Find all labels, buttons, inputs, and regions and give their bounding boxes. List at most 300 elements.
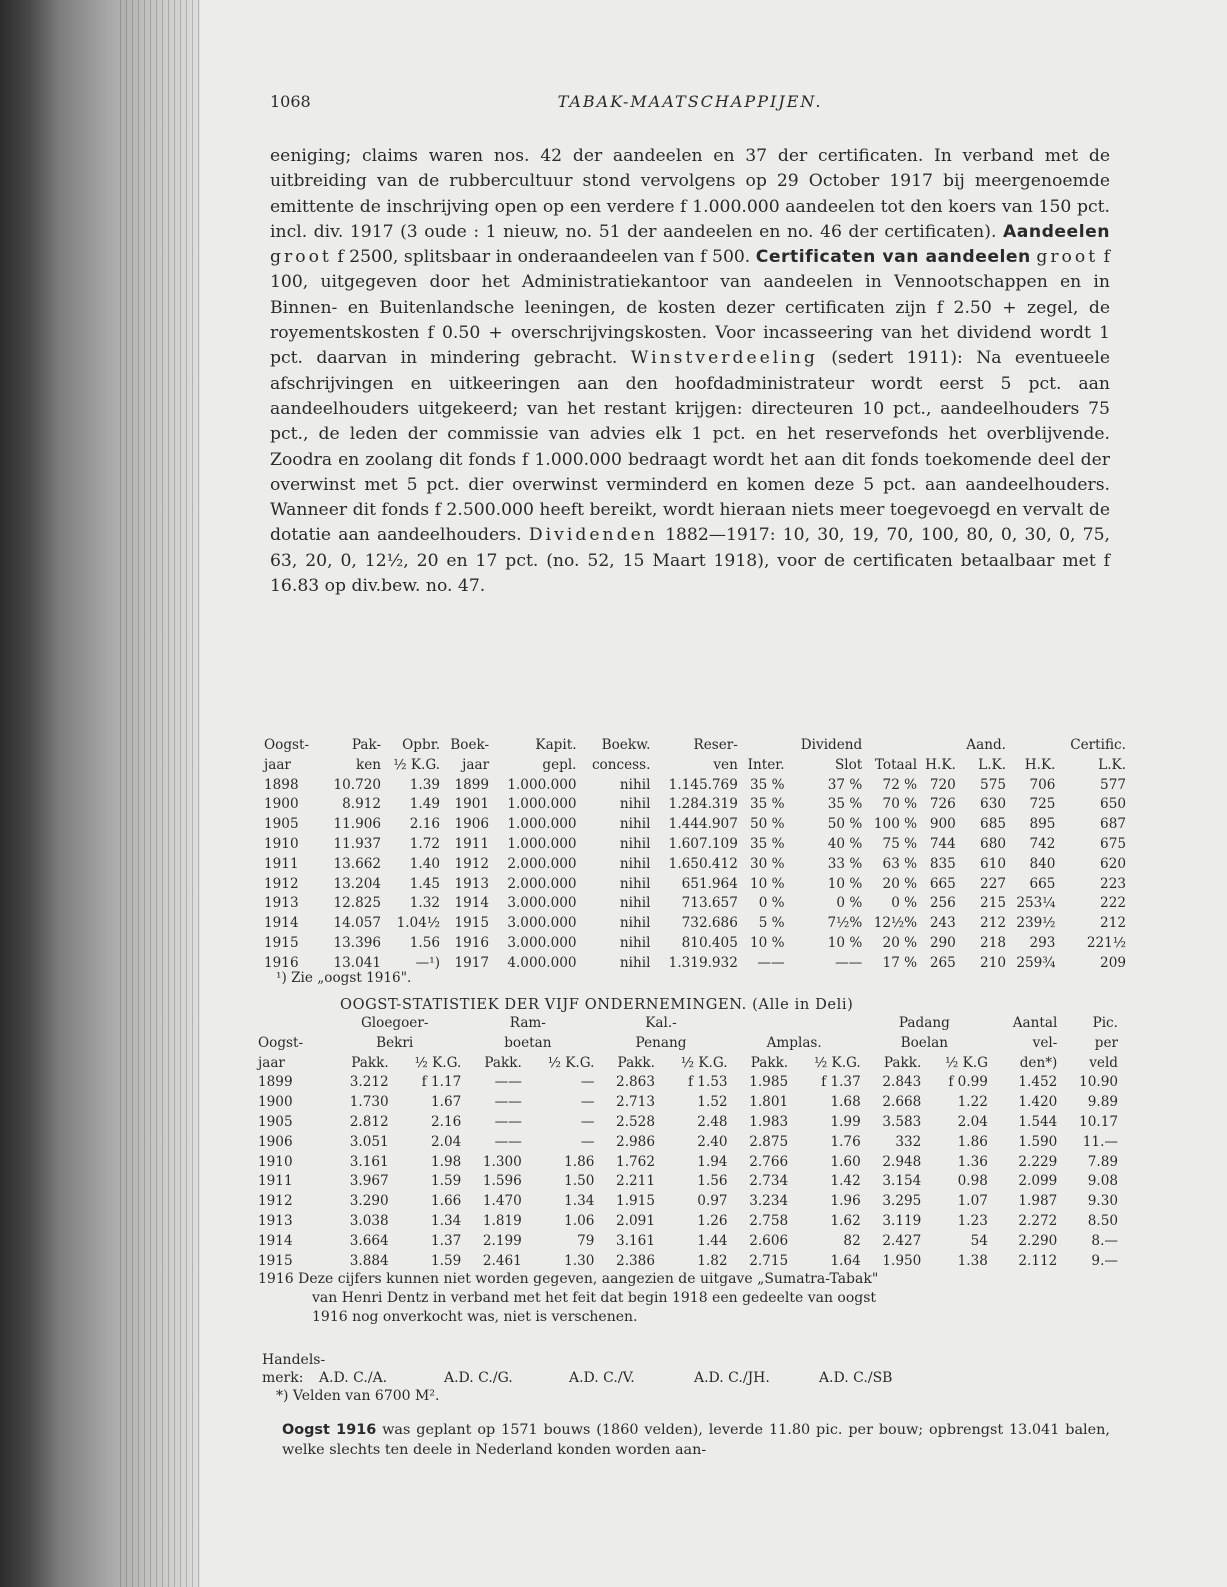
table-cell: 9.— [1091, 1252, 1118, 1269]
table-cell: 11.906 [333, 816, 382, 833]
table-row [258, 1153, 1118, 1173]
page-title: TABAK-MAATSCHAPPIJEN. [557, 92, 823, 111]
table-cell: ½ K.G [945, 1054, 988, 1071]
table-footnote: ¹) Zie „oogst 1916". [276, 970, 412, 986]
table-cell: 680 [980, 835, 1006, 852]
table-cell: 1.23 [957, 1212, 988, 1229]
table-row [258, 1133, 1118, 1153]
table-cell: 2.528 [616, 1113, 655, 1130]
table-cell: 1.819 [482, 1212, 522, 1229]
text-segment: (sedert 1911): Na eventueele afschrijvingen en uitkeeringen aan den hoofdadministrateur wordt eerst 5 pct. aan aandeelhouders uitgekeerd; van het restant krijgen: directeuren 10 pct., aandeelhouders 75 pct., de leden der commissie van advies elk 1 pct. en het reservefonds het overblijvende. Zoodra en zoolang dit fonds f 1.000.000 bedraagt wordt het aan dit fonds toekomende deel der overwinst met 5 pct. dier overwinst verminderd en komen deze 5 pct. aan aandeelhouders. Wanneer dit fonds f 2.500.000 heeft bereikt, wordt hieraan niets meer toegevoegd en vervalt de dotatie aan aandeelhouders. [270, 348, 1110, 546]
table-cell: 209 [1100, 954, 1126, 971]
spaced-word: groot [1036, 247, 1099, 268]
table-cell: nihil [619, 954, 651, 971]
table-cell: 10.720 [333, 776, 382, 793]
table-row [264, 914, 1126, 934]
table-cell: f 0.99 [948, 1074, 988, 1091]
table-cell: 2.715 [749, 1252, 789, 1269]
table-cell: 1911 [258, 1173, 293, 1190]
table-cell: 1.34 [430, 1212, 462, 1229]
table-cell: 10 % [827, 875, 863, 892]
table-cell: jaar [462, 756, 490, 773]
table-cell: 79 [577, 1232, 595, 1249]
table-cell: 1916 [264, 954, 299, 971]
table-cell: 3.212 [349, 1074, 389, 1091]
table-cell: 2.16 [430, 1113, 462, 1130]
note-line: van Henri Dentz in verband met het feit dat begin 1918 een gedeelte van oogst [312, 1290, 877, 1306]
table-cell: 1.52 [697, 1094, 728, 1111]
table-cell: 0.98 [957, 1173, 988, 1190]
table-cell: 0.97 [697, 1193, 728, 1210]
table-cell: 1.56 [697, 1173, 728, 1190]
table-cell: —— [494, 1094, 522, 1111]
table-cell: 9.89 [1087, 1094, 1118, 1111]
table-cell: 1.45 [409, 875, 441, 892]
table-cell: 7½% [827, 915, 863, 932]
table-cell: 1.300 [482, 1153, 522, 1170]
table-cell: 1.000.000 [507, 835, 577, 852]
table-cell: 1.94 [697, 1153, 728, 1170]
table-cell: —— [494, 1133, 522, 1150]
table-cell: 256 [929, 895, 956, 912]
table-cell: 1914 [258, 1232, 293, 1249]
table-cell: 12½% [873, 915, 918, 932]
table-cell: 900 [929, 816, 956, 833]
table-cell: 8.912 [342, 796, 382, 813]
table-cell: 1899 [454, 776, 490, 793]
table-cell: 1.59 [430, 1252, 462, 1269]
table-cell: 11.937 [333, 835, 382, 852]
table-cell: 706 [1029, 776, 1056, 793]
table-cell: nihil [619, 895, 651, 912]
table-cell: 0 % [758, 895, 785, 912]
table-cell: Totaal [874, 756, 918, 773]
table-cell: 1.000.000 [507, 776, 577, 793]
table-cell: 35 % [750, 776, 785, 793]
table-cell: Boelan [900, 1034, 949, 1051]
table-cell: 1915 [258, 1252, 293, 1269]
table-row [258, 1212, 1118, 1232]
table-cell: 1.04½ [396, 915, 441, 932]
table-cell: 1911 [454, 835, 490, 852]
table-cell: 9.08 [1087, 1173, 1118, 1190]
table-cell: 1.72 [409, 835, 441, 852]
text-segment: f 1.000.000 aandeelen tot den koers van 150 pct. incl. div. 1917 (3 oude : 1 nieuw, no. 51 der aandeelen en no. 46 der certificaten). [270, 196, 1110, 242]
table-cell: Boek- [450, 737, 490, 753]
table-cell: 40 % [827, 835, 863, 852]
table-cell: nihil [619, 816, 651, 833]
table-cell: Dividend [800, 737, 863, 753]
table-cell: 2.099 [1018, 1173, 1058, 1190]
table-cell: 2.812 [349, 1113, 389, 1130]
table-cell: 2.606 [749, 1232, 789, 1249]
table-cell: 17 % [882, 954, 918, 971]
table-row [264, 855, 1126, 875]
table-cell: 1.82 [697, 1252, 728, 1269]
table-cell: 221½ [1086, 934, 1126, 951]
table-header-row [258, 1014, 1118, 1034]
table-cell: 665 [929, 875, 956, 892]
table-cell: 1.66 [430, 1193, 462, 1210]
table-cell: jaar [264, 756, 291, 773]
table-cell: 1.34 [564, 1193, 595, 1210]
table-cell: Padang [898, 1015, 950, 1031]
table-cell: 1.56 [409, 934, 441, 951]
table-cell: 1914 [454, 895, 490, 912]
table-cell: 577 [1100, 776, 1126, 793]
table-cell: —— [494, 1074, 522, 1091]
table-cell: 1.000.000 [507, 816, 577, 833]
table-cell: 2.211 [616, 1173, 655, 1190]
table-cell: 1901 [454, 796, 490, 813]
table-cell: Bekri [376, 1034, 414, 1051]
table-cell: f 1.53 [687, 1074, 728, 1091]
table-cell: 2.04 [957, 1113, 988, 1130]
table-cell: 725 [1029, 796, 1056, 813]
table-cell: 1913 [264, 895, 299, 912]
table-cell: Opbr. [402, 737, 441, 753]
table-cell: Reser- [693, 737, 738, 753]
table-cell: Ram- [509, 1015, 546, 1031]
table-cell: 1.96 [830, 1193, 861, 1210]
table-cell: 651.964 [681, 875, 738, 892]
table-cell: 35 % [827, 796, 863, 813]
certificaten-heading: Certificaten van aandeelen [755, 247, 1031, 268]
table-row [264, 875, 1126, 895]
table-cell: 3.583 [882, 1113, 922, 1130]
table-cell: 744 [929, 835, 956, 852]
table-cell: 1912 [454, 855, 490, 872]
table-cell: 1900 [258, 1094, 293, 1111]
table-cell: 1.284.319 [668, 796, 738, 813]
aandeelen-heading: Aandeelen [1002, 221, 1110, 242]
table-cell: 2.48 [697, 1113, 728, 1130]
table-cell: 2.290 [1018, 1232, 1058, 1249]
table-cell: 1913 [454, 875, 490, 892]
table-row [264, 934, 1126, 954]
table-cell: 4.000.000 [507, 954, 577, 971]
table-cell: veld [1089, 1054, 1118, 1071]
table-cell: 33 % [827, 855, 863, 872]
table-cell: ven [713, 756, 738, 773]
table-cell: 2.229 [1018, 1153, 1058, 1170]
table-cell: 10 % [750, 875, 785, 892]
table-cell: 810.405 [681, 934, 738, 951]
table-cell: 227 [980, 875, 1006, 892]
table-cell: 1.42 [830, 1173, 861, 1190]
harvest-stats-title: OOGST-STATISTIEK DER VIJF ONDERNEMINGEN. (Alle in Deli) [340, 996, 854, 1013]
table-cell: ½ K.G. [680, 1054, 728, 1071]
table-cell: nihil [619, 776, 651, 793]
table-cell: 1898 [264, 776, 299, 793]
table-cell: L.K. [1098, 756, 1126, 773]
table-cell [738, 736, 785, 756]
table-cell: 1.452 [1018, 1074, 1058, 1091]
oogst-heading: Oogst 1916 [282, 1422, 377, 1438]
table-cell: 1.444.907 [668, 816, 738, 833]
table-cell: 1.32 [409, 895, 441, 912]
table-cell: — [580, 1113, 595, 1130]
table-cell: 1.86 [957, 1133, 988, 1150]
table-cell: ½ K.G. [414, 1054, 462, 1071]
table-cell: 1905 [264, 816, 299, 833]
table-cell: 1.801 [749, 1094, 789, 1111]
table-cell: 12.825 [333, 895, 382, 912]
winstverdeeling-heading: Winstverdeeling [630, 348, 818, 369]
trade-marks [262, 1351, 944, 1405]
table-cell: ½ K.G. [393, 756, 441, 773]
trade-mark: A.D. C./G. [444, 1370, 513, 1386]
table-cell: 840 [1029, 855, 1056, 872]
spaced-word: groot [270, 247, 332, 268]
table-cell: 10.17 [1079, 1113, 1118, 1130]
table-cell: 1913 [258, 1212, 293, 1229]
table-cell: 1.762 [616, 1153, 655, 1170]
table-row [264, 835, 1126, 855]
table-cell [862, 736, 917, 756]
table-cell: 1.37 [430, 1232, 462, 1249]
table-cell: Amplas. [766, 1034, 822, 1051]
table-cell: — [580, 1133, 595, 1150]
table-cell: 726 [929, 796, 956, 813]
table-cell: 1.07 [957, 1193, 988, 1210]
table-cell: f 1.37 [821, 1074, 861, 1091]
table-cell: 0 % [836, 895, 863, 912]
table-cell: 223 [1100, 875, 1126, 892]
text-segment: f 2500, splitsbaar in onderaandeelen van f 500. [337, 247, 751, 268]
table-cell: 1.915 [616, 1193, 655, 1210]
table-cell: Kapit. [535, 737, 577, 753]
table-cell: 3.234 [749, 1193, 789, 1210]
table-header-row [258, 1054, 1118, 1074]
table-cell: 20 % [882, 934, 918, 951]
body-paragraph [270, 144, 1110, 599]
table-row [258, 1073, 1118, 1093]
table-cell: 253¼ [1016, 895, 1056, 912]
table-cell: nihil [619, 835, 651, 852]
table-cell: 1916 [454, 934, 490, 951]
table-cell: 50 % [750, 816, 785, 833]
table-cell: 3.119 [882, 1212, 922, 1229]
table-cell: 222 [1100, 895, 1126, 912]
table-cell: 2.091 [616, 1212, 655, 1229]
table-cell: 2.766 [749, 1153, 789, 1170]
table-header-row [258, 1034, 1118, 1054]
table-cell: 3.664 [349, 1232, 389, 1249]
table-cell: L.K. [978, 756, 1006, 773]
table-cell: 210 [980, 954, 1006, 971]
table-cell: 675 [1100, 835, 1126, 852]
table-cell: 5 % [758, 915, 785, 932]
financial-table [264, 736, 1126, 974]
harvest-note [258, 1270, 1118, 1327]
trade-mark: A.D. C./JH. [694, 1370, 770, 1386]
table-cell: gepl. [542, 756, 577, 773]
table-cell: concess. [591, 756, 651, 773]
table-cell: 3.154 [882, 1173, 922, 1190]
table-cell: Oogst- [264, 737, 310, 753]
table-cell: 54 [970, 1232, 988, 1249]
table-cell: 3.051 [349, 1133, 389, 1150]
table-cell: 575 [980, 776, 1006, 793]
table-cell: 1.983 [749, 1113, 789, 1130]
table-cell: —— [757, 954, 785, 971]
table-cell: Pakk. [351, 1054, 389, 1071]
table-cell: Aantal [1012, 1015, 1058, 1031]
table-cell: 1.67 [430, 1094, 462, 1111]
table-cell: Pakk. [617, 1054, 655, 1071]
table-cell: 239½ [1016, 915, 1056, 932]
table-cell: H.K. [1024, 756, 1056, 773]
table-cell: 1912 [264, 875, 299, 892]
table-cell: 2.16 [409, 816, 441, 833]
table-cell [917, 736, 956, 756]
table-cell: 630 [980, 796, 1006, 813]
table-cell: — [580, 1074, 595, 1091]
table-cell: nihil [619, 855, 651, 872]
table-cell: 82 [843, 1232, 861, 1249]
table-cell: 1.98 [430, 1153, 462, 1170]
table-cell: 1.30 [564, 1252, 595, 1269]
table-cell: 1.49 [409, 796, 441, 813]
table-cell [258, 1014, 328, 1034]
table-cell: Kal.- [645, 1015, 677, 1031]
table-cell: 1.544 [1018, 1113, 1058, 1130]
table-cell: 895 [1029, 816, 1056, 833]
table-cell: 1.59 [430, 1173, 462, 1190]
harvest-stats-table [258, 1014, 1118, 1271]
table-cell [1006, 736, 1055, 756]
table-cell: 1.950 [882, 1252, 922, 1269]
table-cell: 2.986 [616, 1133, 655, 1150]
table-cell: 687 [1100, 816, 1126, 833]
table-cell: 2.199 [482, 1232, 522, 1249]
table-cell: Aand. [966, 737, 1006, 753]
table-cell: 2.386 [616, 1252, 655, 1269]
table-cell: 1.40 [409, 855, 441, 872]
table-cell: 1.36 [957, 1153, 988, 1170]
table-cell: Gloegoer- [360, 1015, 429, 1031]
table-cell: Oogst- [258, 1034, 304, 1051]
table-cell: 1.650.412 [668, 855, 738, 872]
table-cell: f 1.17 [421, 1074, 462, 1091]
table-cell: vel- [1032, 1034, 1058, 1051]
table-cell: 1910 [264, 835, 299, 852]
table-cell: 2.461 [482, 1252, 522, 1269]
table-cell: 1914 [264, 915, 299, 932]
table-cell: ½ K.G. [814, 1054, 861, 1071]
trade-mark: A.D. C./SB [819, 1370, 893, 1386]
table-cell: —¹) [415, 954, 441, 971]
table-cell: nihil [619, 875, 651, 892]
table-cell: 1.50 [564, 1173, 595, 1190]
table-cell: 1.596 [482, 1173, 522, 1190]
table-cell: 37 % [827, 776, 863, 793]
table-cell: 835 [929, 855, 956, 872]
table-cell: — [580, 1094, 595, 1111]
table-cell: 2.668 [882, 1094, 922, 1111]
table-cell: 10.90 [1079, 1074, 1118, 1091]
table-cell: 9.30 [1087, 1193, 1118, 1210]
table-cell: per [1094, 1034, 1118, 1051]
table-cell: 10 % [750, 934, 785, 951]
table-cell: 2.758 [749, 1212, 789, 1229]
table-cell: 35 % [750, 796, 785, 813]
table-cell: 2.427 [882, 1232, 922, 1249]
table-cell: Certific. [1070, 737, 1126, 753]
table-cell: 2.843 [882, 1074, 922, 1091]
table-cell: 1.44 [697, 1232, 728, 1249]
table-cell: 3.038 [349, 1212, 389, 1229]
note-line: 1916 nog onverkocht was, niet is verschenen. [312, 1309, 638, 1325]
table-cell: 2.713 [616, 1094, 655, 1111]
table-cell: 0 % [891, 895, 918, 912]
table-cell: 1915 [264, 934, 299, 951]
table-cell: 1906 [258, 1133, 293, 1150]
table-cell: 2.734 [749, 1173, 789, 1190]
table-row [258, 1172, 1118, 1192]
trade-mark: A.D. C./V. [569, 1370, 635, 1386]
table-cell: 620 [1100, 855, 1126, 872]
table-cell: jaar [258, 1054, 285, 1071]
table-cell: 3.000.000 [507, 895, 577, 912]
table-cell: 1.76 [830, 1133, 861, 1150]
table-cell: 13.396 [333, 934, 382, 951]
table-cell: 2.112 [1018, 1252, 1058, 1269]
table-cell [728, 1014, 861, 1034]
table-cell: 1911 [264, 855, 299, 872]
table-cell: Penang [635, 1034, 687, 1051]
table-cell: 63 % [882, 855, 918, 872]
table-cell: 1915 [454, 915, 490, 932]
table-cell: 1.145.769 [668, 776, 738, 793]
table-cell: 1.86 [564, 1153, 595, 1170]
oogst-text: was geplant op 1571 bouws (1860 velden), leverde 11.80 pic. per bouw; opbrengst 13.041 balen, welke slechts ten deele in Nederland konden worden aan- [282, 1422, 1110, 1458]
table-cell: H.K. [925, 756, 956, 773]
table-cell: 13.662 [333, 855, 382, 872]
table-cell: 1.470 [482, 1193, 522, 1210]
table-cell: Pakk. [883, 1054, 922, 1071]
table-cell: 13.041 [333, 954, 382, 971]
table-cell: —— [835, 954, 863, 971]
table-cell: 1.64 [830, 1252, 861, 1269]
table-header-row [264, 736, 1126, 756]
table-cell: 665 [1029, 875, 1056, 892]
table-cell: 610 [980, 855, 1006, 872]
table-cell: 2.000.000 [507, 855, 577, 872]
table-row [258, 1192, 1118, 1212]
table-header-row [264, 756, 1126, 776]
table-cell: 3.161 [616, 1232, 655, 1249]
table-cell: Inter. [747, 756, 785, 773]
page-number: 1068 [270, 92, 311, 111]
table-cell: 50 % [827, 816, 863, 833]
table-cell: 20 % [882, 875, 918, 892]
table-cell: 1.60 [830, 1153, 861, 1170]
table-cell: 290 [929, 934, 956, 951]
table-row [258, 1232, 1118, 1252]
table-cell: 713.657 [681, 895, 738, 912]
table-cell: ken [356, 756, 382, 773]
table-cell: 2.40 [697, 1133, 728, 1150]
table-row [258, 1093, 1118, 1113]
table-cell: 650 [1100, 796, 1126, 813]
table-cell: 732.686 [681, 915, 738, 932]
table-cell: 212 [980, 915, 1006, 932]
table-row [264, 776, 1126, 796]
table-cell: 3.290 [349, 1193, 389, 1210]
table-cell: 1.985 [749, 1074, 789, 1091]
